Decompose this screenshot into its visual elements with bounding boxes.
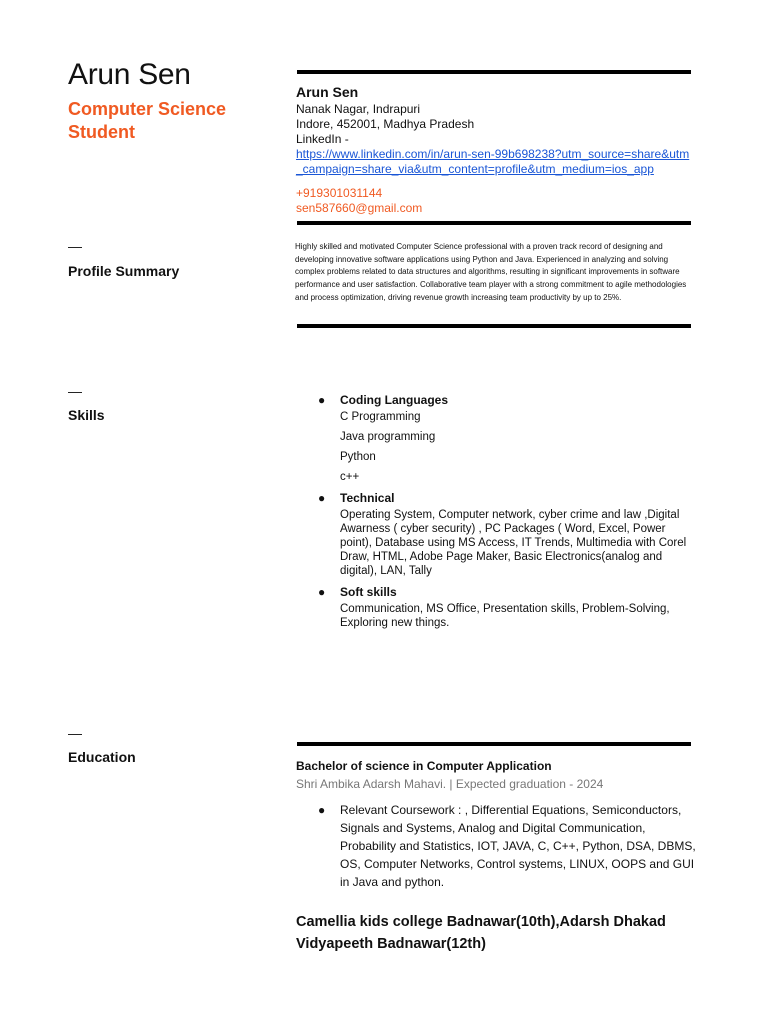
- education-title: Education: [68, 749, 136, 765]
- phone-number: +919301031144: [296, 186, 383, 200]
- skill-group-technical: [318, 490, 688, 578]
- coursework-item: [318, 801, 698, 891]
- divider-rule: [297, 70, 691, 74]
- profile-summary-title: Profile Summary: [68, 263, 180, 279]
- skill-heading: Soft skills: [340, 585, 397, 599]
- address-line-1: Nanak Nagar, Indrapuri: [296, 102, 421, 116]
- school-secondary: Camellia kids college Badnawar(10th),Adarsh Dhakad Vidyapeeth Badnawar(12th): [296, 914, 666, 952]
- divider-rule: [297, 221, 691, 225]
- email-address: sen587660@gmail.com: [296, 201, 423, 215]
- list-item: C Programming: [340, 411, 421, 423]
- skills-list: [318, 392, 688, 636]
- list-item: c++: [340, 471, 360, 483]
- resume-name: Arun Sen: [68, 58, 191, 91]
- bullet-icon: ●: [318, 803, 326, 817]
- skills-title: Skills: [68, 407, 105, 423]
- resume-role: Computer Science Student: [68, 99, 227, 142]
- skill-group-soft: [318, 584, 688, 630]
- address-line-2: Indore, 452001, Madhya Pradesh: [296, 117, 475, 131]
- contact-block: [296, 84, 692, 216]
- list-item: Java programming: [340, 431, 436, 443]
- list-item: Python: [340, 451, 376, 463]
- profile-summary-text: Highly skilled and motivated Computer Science professional with a proven track record of designing and developing innovative software applications using Python and Java. Experienced in analyzing and solving complex problems related to data structures and algorithms, resulting in significant improvements in software performance and user satisfaction. Collaborative team player with a strong commitment to agile methodologies and process optimization, driving revenue growth increasing team productivity by up to 25%.: [295, 242, 687, 302]
- divider-rule: [297, 742, 691, 746]
- bullet-icon: ●: [318, 585, 326, 599]
- coursework-text: Relevant Coursework : , Differential Equations, Semiconductors, Signals and Systems, Analog and Digital Communication, Probability and Statistics, IOT, JAVA, C, C++, Python, DSA, DBMS, OS, Computer Networks, Control systems, LINUX, OOPS and GUI in Java and python.: [340, 803, 696, 889]
- linkedin-link[interactable]: https://www.linkedin.com/in/arun-sen-99b698238?utm_source=share&utm_campaign=share_via&utm_content=profile&utm_medium=ios_app: [296, 147, 690, 176]
- school-name: Shri Ambika Adarsh Mahavi. | Expected graduation - 2024: [296, 777, 604, 791]
- skill-description: Communication, MS Office, Presentation skills, Problem-Solving, Exploring new things.: [340, 603, 670, 629]
- skill-heading: Coding Languages: [340, 393, 448, 407]
- bullet-icon: ●: [318, 491, 326, 505]
- degree-title: Bachelor of science in Computer Application: [296, 759, 552, 773]
- bullet-icon: ●: [318, 393, 326, 407]
- divider-rule: [297, 324, 691, 328]
- section-dash: —: [68, 725, 82, 741]
- section-dash: —: [68, 238, 82, 254]
- skill-group-coding: [318, 392, 688, 484]
- linkedin-label: LinkedIn -: [296, 132, 349, 146]
- section-dash: —: [68, 383, 82, 399]
- skill-description: Operating System, Computer network, cyber crime and law ,Digital Awarness ( cyber security) , PC Packages ( Word, Excel, Power point), Database using MS Access, IT Trends, Multimedia with Corel Draw, HTML, Adobe Page Maker, Basic Electronics(analog and digital), LAN, Tally: [340, 509, 687, 577]
- skill-heading: Technical: [340, 491, 395, 505]
- contact-name: Arun Sen: [296, 84, 359, 100]
